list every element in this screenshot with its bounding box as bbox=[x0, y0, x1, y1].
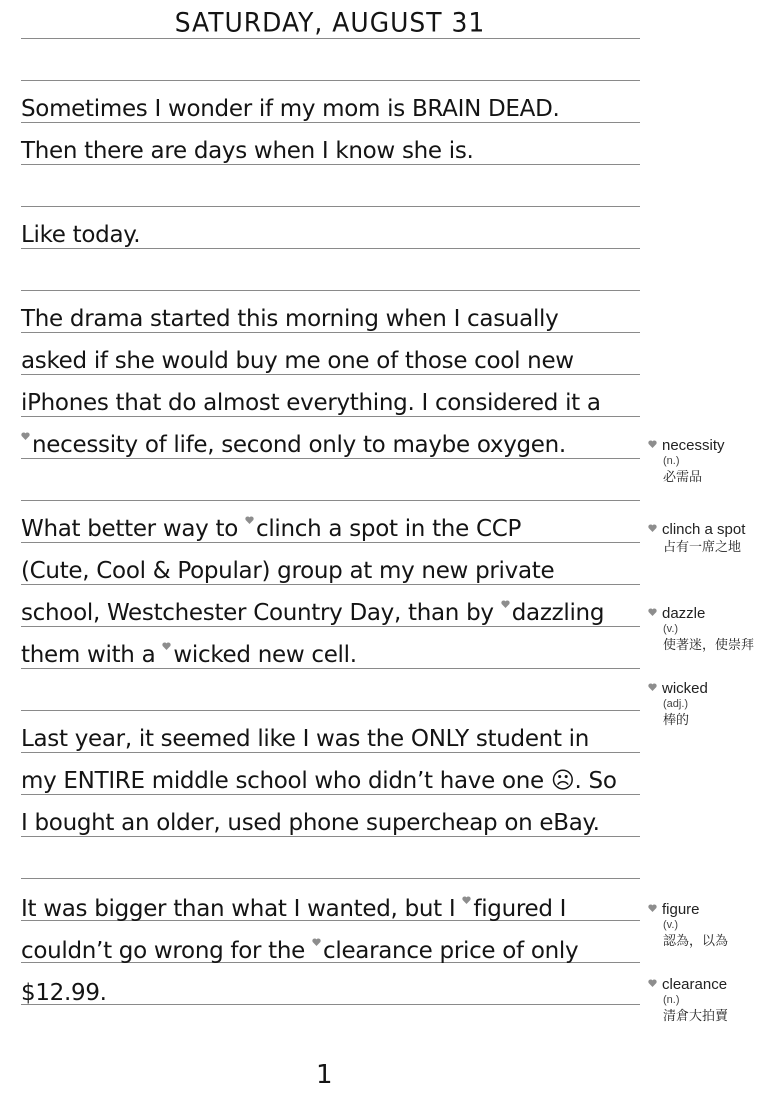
glossary-translation: 棒的 bbox=[663, 712, 690, 727]
text-line: Like today. bbox=[21, 222, 141, 248]
heart-icon bbox=[162, 642, 171, 650]
text-line: iPhones that do almost everything. I considered it a bbox=[21, 390, 601, 416]
ruled-line bbox=[21, 206, 640, 207]
glossary-translation: 清倉大拍賣 bbox=[663, 1008, 729, 1023]
text-segment: wicked new cell. bbox=[173, 642, 357, 668]
page-title: SATURDAY, AUGUST 31 bbox=[174, 7, 486, 38]
text-segment: clearance price of only bbox=[323, 938, 579, 964]
heart-icon bbox=[21, 432, 30, 440]
glossary-pos: (v.) bbox=[663, 919, 679, 931]
glossary-note bbox=[648, 437, 773, 485]
text-segment: It was bigger than what I wanted, but I bbox=[21, 896, 456, 922]
text-segment: clinch a spot in the CCP bbox=[255, 516, 522, 542]
text-line: Then there are days when I know she is. bbox=[21, 138, 474, 164]
glossary-note bbox=[648, 901, 773, 949]
glossary-note bbox=[648, 605, 773, 653]
text-line bbox=[21, 640, 357, 670]
ruled-line bbox=[21, 80, 640, 81]
text-line: asked if she would buy me one of those cool new bbox=[21, 348, 574, 374]
heart-icon bbox=[648, 440, 657, 448]
heart-icon bbox=[648, 979, 657, 987]
text-segment: them with a bbox=[21, 642, 156, 668]
text-line: (Cute, Cool & Popular) group at my new private bbox=[21, 558, 555, 584]
text-segment: necessity of life, second only to maybe oxygen. bbox=[32, 432, 566, 458]
glossary-translation: 使著迷，使崇拜 bbox=[663, 637, 755, 652]
heart-icon bbox=[648, 524, 657, 532]
text-line: I bought an older, used phone supercheap on eBay. bbox=[21, 810, 600, 836]
text-line: Last year, it seemed like I was the ONLY student in bbox=[21, 726, 590, 752]
text-line: The drama started this morning when I casually bbox=[21, 306, 559, 332]
glossary-note bbox=[648, 680, 773, 728]
text-line bbox=[21, 430, 566, 460]
ruled-line bbox=[21, 500, 640, 501]
ruled-line bbox=[21, 1004, 640, 1005]
text-line: my ENTIRE middle school who didn’t have one ☹. So bbox=[21, 768, 617, 794]
glossary-pos: (adj.) bbox=[663, 698, 689, 710]
glossary-term: clinch a spot bbox=[662, 521, 746, 538]
heart-icon bbox=[245, 516, 254, 524]
text-segment: couldn’t go wrong for the bbox=[21, 938, 305, 964]
heart-icon bbox=[648, 608, 657, 616]
ruled-line bbox=[21, 290, 640, 291]
text-line bbox=[21, 894, 566, 924]
glossary-term: dazzle bbox=[662, 605, 706, 622]
glossary-translation: 必需品 bbox=[663, 469, 703, 484]
glossary-term: wicked bbox=[662, 680, 708, 697]
text-segment: figured I bbox=[473, 896, 567, 922]
ruled-line bbox=[21, 710, 640, 711]
heart-icon bbox=[462, 896, 471, 904]
heart-icon bbox=[501, 600, 510, 608]
text-segment: school, Westchester Country Day, than by bbox=[21, 600, 494, 626]
text-segment: What better way to bbox=[21, 516, 238, 542]
glossary-note bbox=[648, 976, 773, 1024]
glossary-translation: 占有一席之地 bbox=[663, 539, 742, 554]
text-line bbox=[21, 514, 521, 544]
glossary-term: necessity bbox=[662, 437, 725, 454]
glossary-pos: (n.) bbox=[663, 455, 680, 467]
glossary-term: clearance bbox=[662, 976, 728, 993]
text-segment: dazzling bbox=[511, 600, 605, 626]
glossary-pos: (n.) bbox=[663, 994, 680, 1006]
text-line bbox=[21, 936, 578, 966]
page-number: 1 bbox=[316, 1060, 333, 1090]
glossary-term: figure bbox=[662, 901, 700, 918]
text-line bbox=[21, 598, 604, 628]
text-line: $12.99. bbox=[21, 980, 107, 1006]
heart-icon bbox=[312, 938, 321, 946]
ruled-line bbox=[21, 38, 640, 39]
heart-icon bbox=[648, 904, 657, 912]
heart-icon bbox=[648, 683, 657, 691]
glossary-pos: (v.) bbox=[663, 623, 679, 635]
ruled-line bbox=[21, 878, 640, 879]
glossary-note bbox=[648, 521, 773, 555]
glossary-translation: 認為，以為 bbox=[663, 933, 729, 948]
text-line: Sometimes I wonder if my mom is BRAIN DEAD. bbox=[21, 96, 560, 122]
